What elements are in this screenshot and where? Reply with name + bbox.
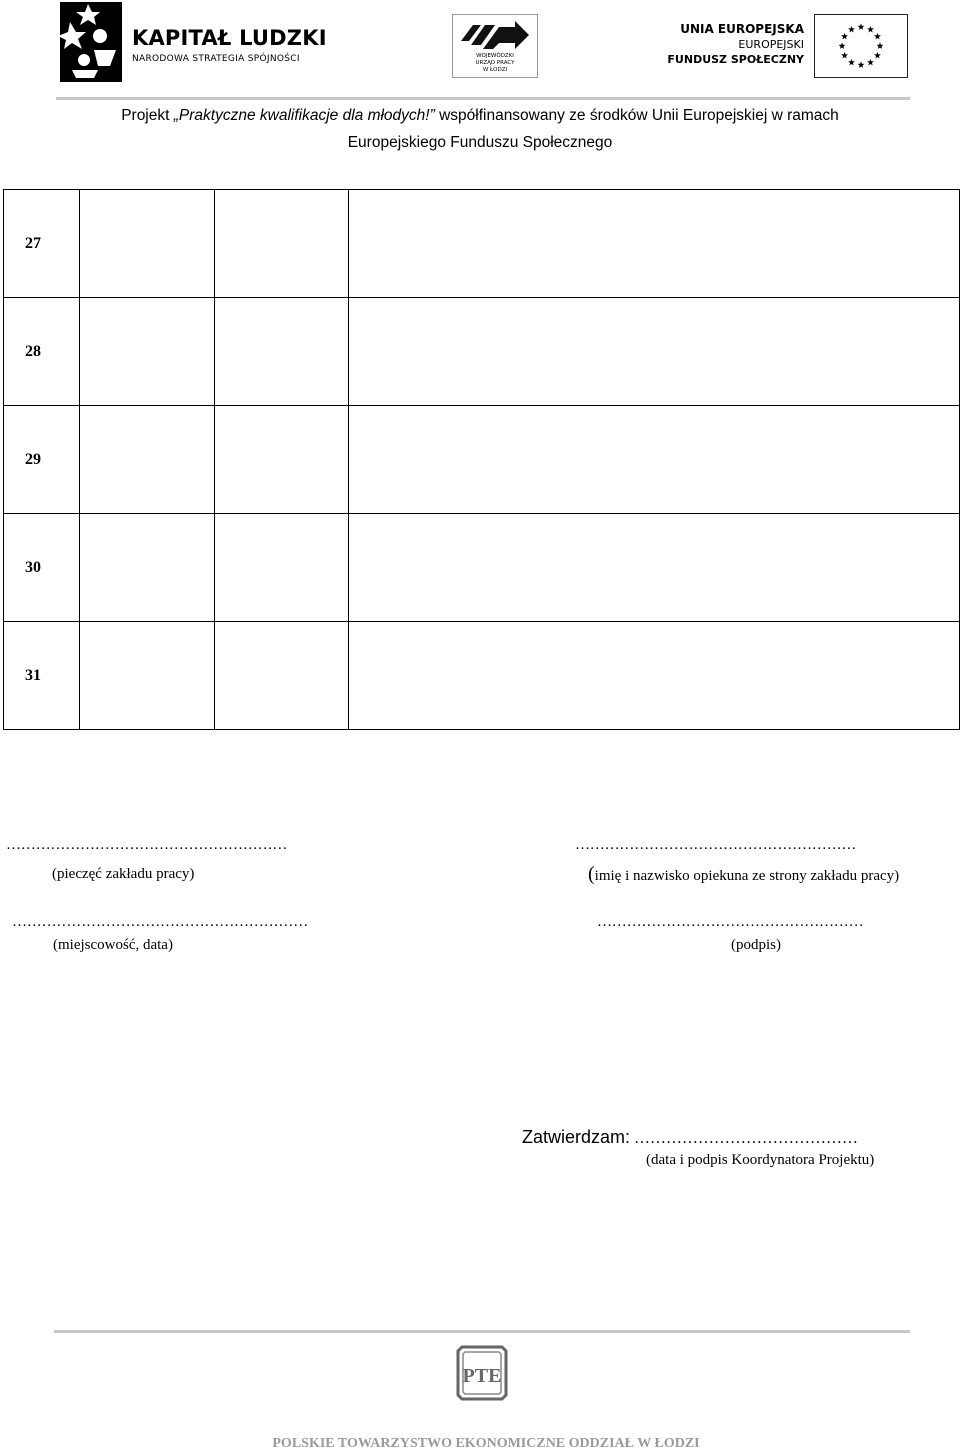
table-cell — [80, 514, 215, 622]
place-date-line: …………………………………………………… — [12, 914, 309, 930]
kapital-ludzki-subtitle: NARODOWA STRATEGIA SPÓJNOŚCI — [132, 54, 300, 64]
eu-efs-logo — [667, 14, 908, 78]
table-cell — [215, 406, 349, 514]
row-number: 30 — [4, 514, 80, 622]
kapital-ludzki-logo — [58, 2, 328, 82]
eu-line-1: UNIA EUROPEJSKA — [680, 22, 804, 36]
approval-label: Zatwierdzam: — [522, 1127, 631, 1147]
table-cell — [349, 298, 960, 406]
table-cell — [215, 514, 349, 622]
row-number: 28 — [4, 298, 80, 406]
wup-arrows-icon — [459, 19, 531, 53]
eu-line-3: FUNDUSZ SPOŁECZNY — [667, 53, 804, 66]
table-cell — [215, 298, 349, 406]
project-title-line-2: Europejskiego Funduszu Społecznego — [347, 134, 613, 151]
pte-logo-icon — [456, 1345, 508, 1401]
kapital-ludzki-emblem-icon — [58, 2, 122, 82]
supervisor-name-line: ………………………………………………… — [575, 837, 857, 853]
footer-organization: POLSKIE TOWARZYSTWO EKONOMICZNE ODDZIAŁ W ŁODZI — [272, 1436, 700, 1451]
table-cell — [215, 622, 349, 730]
company-stamp-caption: (pieczęć zakładu pracy) — [52, 866, 195, 882]
table-cell — [349, 406, 960, 514]
supervisor-caption-paren: ( — [588, 863, 595, 885]
table-row — [4, 622, 960, 730]
wup-name — [453, 53, 537, 74]
project-suffix: współfinansowany ze środków Unii Europejskiej w ramach — [434, 107, 839, 124]
table-row — [4, 406, 960, 514]
table-row — [4, 514, 960, 622]
supervisor-name-caption — [588, 863, 899, 886]
table-cell — [80, 406, 215, 514]
project-title-line-1 — [0, 107, 960, 125]
wup-line-3: W ŁODZI — [482, 67, 508, 73]
eu-efs-text — [667, 22, 804, 67]
wup-line-1: WOJEWÓDZKI — [476, 53, 514, 59]
footer-divider — [54, 1330, 910, 1333]
signature-caption: (podpis) — [731, 937, 781, 953]
table-cell — [349, 190, 960, 298]
approval-dots: …………………………………… — [630, 1130, 859, 1147]
eu-line-2: EUROPEJSKI — [738, 38, 804, 51]
table-cell — [80, 622, 215, 730]
project-prefix: Projekt — [121, 107, 174, 124]
wup-line-2: URZĄD PRACY — [475, 60, 515, 66]
row-number: 31 — [4, 622, 80, 730]
table-cell — [349, 514, 960, 622]
table-cell — [349, 622, 960, 730]
project-name: „Praktyczne kwalifikacje dla młodych!” — [173, 107, 435, 124]
pte-mark-text: PTE — [462, 1365, 502, 1387]
kapital-ludzki-title: KAPITAŁ LUDZKI — [132, 26, 327, 50]
wup-lodz-logo — [452, 14, 538, 78]
table-cell — [215, 190, 349, 298]
eu-flag-icon — [814, 14, 908, 78]
days-table — [3, 189, 960, 730]
company-stamp-line: ………………………………………………… — [6, 837, 288, 853]
table-row — [4, 190, 960, 298]
place-date-caption: (miejscowość, data) — [53, 937, 173, 953]
signature-line: ……………………………………………… — [597, 914, 864, 930]
row-number: 29 — [4, 406, 80, 514]
row-number: 27 — [4, 190, 80, 298]
approval-line — [522, 1127, 858, 1148]
table-cell — [80, 190, 215, 298]
header-divider — [56, 97, 910, 100]
table-row — [4, 298, 960, 406]
supervisor-caption-text: imię i nazwisko opiekuna ze strony zakładu pracy) — [594, 868, 900, 884]
approval-caption: (data i podpis Koordynatora Projektu) — [646, 1152, 875, 1168]
table-cell — [80, 298, 215, 406]
